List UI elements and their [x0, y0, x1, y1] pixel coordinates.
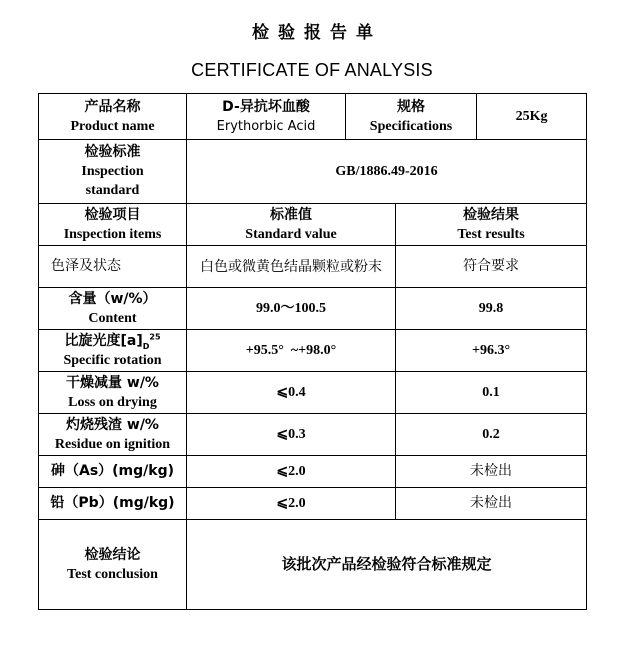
- result-rotation: +96.3°: [396, 330, 587, 372]
- standard-arsenic: ⩽2.0: [187, 456, 396, 488]
- table-row: [39, 414, 587, 456]
- header-standard-en: Standard value: [245, 226, 337, 242]
- document-title-en: CERTIFICATE OF ANALYSIS: [191, 60, 433, 80]
- header-standard-cell: [187, 204, 396, 246]
- product-value-cell: [187, 94, 346, 140]
- result-residue: 0.2: [396, 414, 587, 456]
- standard-label-cell: [39, 140, 187, 204]
- item-lead: 铅（Pb）(mg/kg): [39, 488, 187, 520]
- item-content: [39, 288, 187, 330]
- conclusion-value: 该批次产品经检验符合标准规定: [187, 520, 587, 610]
- spec-label-en: Specifications: [369, 118, 453, 134]
- standard-residue: ⩽0.3: [187, 414, 396, 456]
- item-content-en: Content: [88, 310, 137, 326]
- standard-lead: ⩽2.0: [187, 488, 396, 520]
- table-row: [39, 456, 587, 488]
- document-title-cn: 检验报告单: [252, 23, 382, 43]
- product-label-en: Product name: [70, 118, 155, 134]
- item-content-cn: 含量（w/%）: [68, 290, 157, 307]
- item-residue: [39, 414, 187, 456]
- header-items-cell: [39, 204, 187, 246]
- product-row: [39, 94, 587, 140]
- standard-content: 99.0～100.5: [187, 288, 396, 330]
- item-residue-en: Residue on ignition: [54, 436, 171, 452]
- table-row: [39, 488, 587, 520]
- item-rotation-en: Specific rotation: [63, 352, 162, 368]
- header-result-cell: [396, 204, 587, 246]
- standard-color-state: 白色或微黄色结晶颗粒或粉末: [187, 246, 396, 288]
- product-label-cell: [39, 94, 187, 140]
- product-value-cn: D-异抗坏血酸: [222, 98, 310, 115]
- result-lead: 未检出: [396, 488, 587, 520]
- product-label-cn: 产品名称: [84, 98, 141, 115]
- item-color-state: 色泽及状态: [39, 246, 187, 288]
- item-arsenic: 砷（As）(mg/kg): [39, 456, 187, 488]
- conclusion-label-cell: [39, 520, 187, 610]
- result-loss-drying: 0.1: [396, 372, 587, 414]
- header-result-en: Test results: [457, 226, 525, 242]
- item-rotation-sup: 25: [149, 331, 161, 341]
- item-residue-cn: 灼烧残渣 w/%: [66, 416, 159, 433]
- header-items-cn: 检验项目: [84, 206, 141, 223]
- conclusion-row: [39, 520, 587, 610]
- spec-label-cell: [346, 94, 477, 140]
- item-rotation-sub: D: [142, 341, 150, 351]
- spec-label-cn: 规格: [397, 98, 425, 115]
- table-row: [39, 288, 587, 330]
- table-row: [39, 246, 587, 288]
- product-value-en: Erythorbic Acid: [216, 118, 316, 134]
- item-rotation-label: 比旋光度[a]: [64, 332, 143, 349]
- standard-label-en-1: Inspection: [81, 164, 144, 179]
- item-rotation-cn: [41, 332, 184, 351]
- standard-rotation: +95.5° ~+98.0°: [187, 330, 396, 372]
- item-rotation: [39, 330, 187, 372]
- standard-row: [39, 140, 587, 204]
- conclusion-label-en: Test conclusion: [67, 566, 158, 582]
- item-loss-drying: [39, 372, 187, 414]
- result-arsenic: 未检出: [396, 456, 587, 488]
- standard-label-cn: 检验标准: [84, 144, 141, 160]
- conclusion-label-cn: 检验结论: [84, 546, 141, 563]
- table-header-row: [39, 204, 587, 246]
- spec-value-cell: 25Kg: [477, 94, 587, 140]
- item-loss-drying-en: Loss on drying: [68, 394, 157, 410]
- table-row: [39, 330, 587, 372]
- analysis-table: [38, 93, 587, 610]
- header-items-en: Inspection items: [63, 226, 162, 242]
- standard-loss-drying: ⩽0.4: [187, 372, 396, 414]
- item-loss-drying-cn: 干燥减量 w/%: [66, 374, 159, 391]
- result-color-state: 符合要求: [396, 246, 587, 288]
- standard-value-cell: GB/1886.49-2016: [187, 140, 587, 204]
- result-content: 99.8: [396, 288, 587, 330]
- header-standard-cn: 标准值: [270, 206, 312, 223]
- header-result-cn: 检验结果: [463, 206, 519, 223]
- table-row: [39, 372, 587, 414]
- standard-label-en-2: standard: [85, 183, 140, 198]
